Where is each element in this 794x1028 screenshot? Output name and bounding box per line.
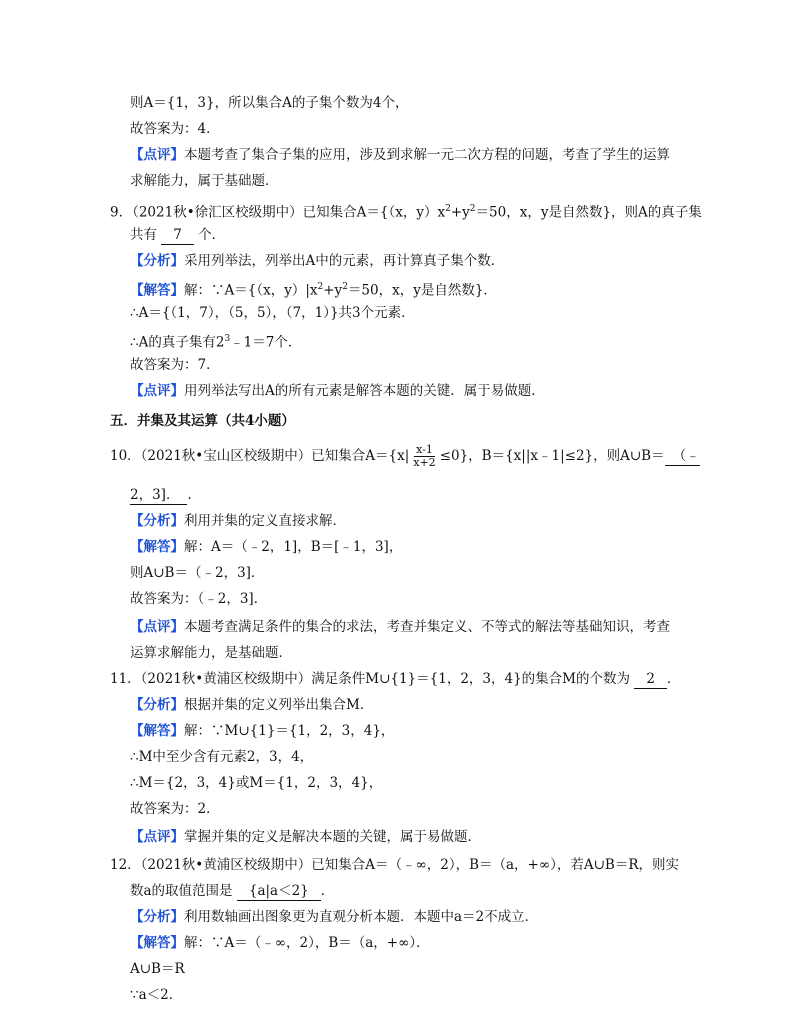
q10-text-a: 10．（2021秋•宝山区校级期中）已知集合A＝{x| bbox=[110, 448, 410, 464]
section-heading: 五．并集及其运算（共4小题） bbox=[110, 413, 295, 429]
text-line: 故答案为：（﹣2，3]． bbox=[130, 591, 268, 607]
solution-text: 解：∵M∪{1}＝{1，2，3，4}， bbox=[184, 723, 395, 739]
question-12: 12．（2021秋•黄浦区校级期中）已知集合A＝（﹣∞，2），B＝（a，+∞），若A∪B＝R，则实 bbox=[110, 857, 680, 873]
text-line: 运算求解能力，是基础题． bbox=[130, 645, 292, 661]
q11-end: ． bbox=[666, 671, 681, 687]
solution-line bbox=[130, 722, 394, 740]
solution-text: 解：∵A＝（﹣∞，2），B＝（a，+∞）． bbox=[184, 935, 430, 951]
answer-blank: 2 bbox=[634, 670, 667, 689]
solution-text: 解：A＝（﹣2，1]，B＝[﹣1，3]， bbox=[184, 539, 403, 555]
text-line: 则A∪B＝（﹣2，3]． bbox=[130, 565, 265, 581]
sup: 3 bbox=[224, 334, 231, 344]
comment-tag: 【点评】 bbox=[130, 619, 184, 635]
text-line: ∴A＝{（1，7），（5，5），（7，1）}共3个元素． bbox=[130, 305, 415, 321]
comment-text: 本题考查了集合子集的应用，涉及到求解一元二次方程的问题，考查了学生的运算 bbox=[184, 147, 670, 163]
text-line: ∵a＜2． bbox=[130, 987, 183, 1003]
comment-line bbox=[130, 382, 545, 400]
solution-tag: 【解答】 bbox=[130, 282, 184, 299]
question-10-cont bbox=[130, 486, 201, 505]
comment-line bbox=[130, 146, 670, 164]
comment-tag: 【点评】 bbox=[130, 829, 184, 845]
text-line: 故答案为：2． bbox=[130, 801, 220, 817]
answer-blank: 7 bbox=[161, 226, 194, 245]
analysis-text: 采用列举法，列举出A中的元素，再计算真子集个数． bbox=[184, 253, 505, 269]
answer-blank: 2，3]． bbox=[130, 486, 187, 505]
analysis-line bbox=[130, 908, 538, 926]
fraction-numerator: x-1 bbox=[416, 443, 433, 456]
fraction bbox=[411, 444, 437, 469]
text-line: 故答案为：4． bbox=[130, 121, 220, 137]
solution-line bbox=[130, 278, 497, 300]
q9-s2a: ∴A的真子集有2 bbox=[130, 334, 225, 351]
question-9-cont bbox=[130, 226, 225, 245]
analysis-tag: 【分析】 bbox=[130, 513, 184, 529]
question-12-cont bbox=[130, 882, 334, 901]
sup: 2 bbox=[342, 282, 348, 292]
comment-line bbox=[130, 618, 670, 636]
answer-blank: {a|a＜2} bbox=[237, 882, 321, 901]
text-line: ∴M中至少含有元素2，3，4， bbox=[130, 749, 314, 765]
question-9 bbox=[110, 200, 702, 222]
comment-text: 用列举法写出A的所有元素是解答本题的关键．属于易做题． bbox=[184, 383, 545, 399]
text-line bbox=[130, 330, 301, 352]
analysis-line bbox=[130, 512, 346, 530]
text-line: ∴M＝{2，3，4}或M＝{1，2，3，4}， bbox=[130, 775, 383, 791]
q9-text-c: ＝50，x，y是自然数}，则A的真子集 bbox=[475, 204, 702, 221]
question-11 bbox=[110, 670, 680, 689]
solution-tag: 【解答】 bbox=[130, 539, 184, 555]
solution-text-c: ＝50，x，y是自然数}． bbox=[347, 282, 497, 299]
answer-blank: （﹣ bbox=[665, 447, 700, 466]
analysis-tag: 【分析】 bbox=[130, 697, 184, 713]
question-10 bbox=[110, 444, 700, 469]
text-line: 故答案为：7． bbox=[130, 357, 220, 373]
q10-text-b: ≤0}，B＝{x||x﹣1|≤2}，则A∪B＝ bbox=[439, 448, 665, 464]
analysis-line bbox=[130, 252, 504, 270]
q12-text-b: 数a的取值范围是 bbox=[130, 883, 233, 899]
text-line: A∪B＝R bbox=[130, 961, 185, 977]
analysis-text: 利用数轴画出图象更为直观分析本题．本题中a＝2不成立． bbox=[184, 909, 539, 925]
solution-tag: 【解答】 bbox=[130, 935, 184, 951]
q9-text-e: 个． bbox=[198, 227, 226, 243]
analysis-tag: 【分析】 bbox=[130, 253, 184, 269]
solution-text-b: +y bbox=[323, 282, 343, 299]
solution-line bbox=[130, 934, 430, 952]
solution-tag: 【解答】 bbox=[130, 723, 184, 739]
q10-end: ． bbox=[187, 487, 201, 503]
fraction-denominator: x+2 bbox=[413, 456, 436, 469]
q9-s2b: ﹣1＝7个． bbox=[230, 334, 302, 351]
analysis-tag: 【分析】 bbox=[130, 909, 184, 925]
comment-text: 掌握并集的定义是解决本题的关键，属于易做题． bbox=[184, 829, 481, 845]
comment-text: 本题考查满足条件的集合的求法，考查并集定义、不等式的解法等基础知识，考查 bbox=[184, 619, 670, 635]
sup: 2 bbox=[445, 204, 451, 214]
comment-line bbox=[130, 828, 481, 846]
q9-text-b: +y bbox=[450, 204, 470, 221]
sup: 2 bbox=[317, 282, 324, 292]
comment-tag: 【点评】 bbox=[130, 147, 184, 163]
sup: 2 bbox=[469, 204, 476, 214]
q9-text-d: 共有 bbox=[130, 227, 157, 243]
comment-tag: 【点评】 bbox=[130, 383, 184, 399]
solution-line bbox=[130, 538, 402, 556]
q12-end: ． bbox=[320, 883, 335, 899]
solution-text-a: 解：∵A＝{（x，y）|x bbox=[184, 282, 318, 299]
text-line: 求解能力，属于基础题． bbox=[130, 173, 279, 189]
text-line: 则A＝{1，3}，所以集合A的子集个数为4个， bbox=[130, 95, 409, 111]
analysis-line bbox=[130, 696, 373, 714]
q9-text-a: 9．（2021秋•徐汇区校级期中）已知集合A＝{（x，y）x bbox=[110, 204, 446, 221]
q11-text: 11．（2021秋•黄浦区校级期中）满足条件M∪{1}＝{1，2，3，4}的集合M的个数为 bbox=[110, 671, 631, 687]
analysis-text: 利用并集的定义直接求解． bbox=[184, 513, 346, 529]
analysis-text: 根据并集的定义列举出集合M． bbox=[184, 697, 374, 713]
